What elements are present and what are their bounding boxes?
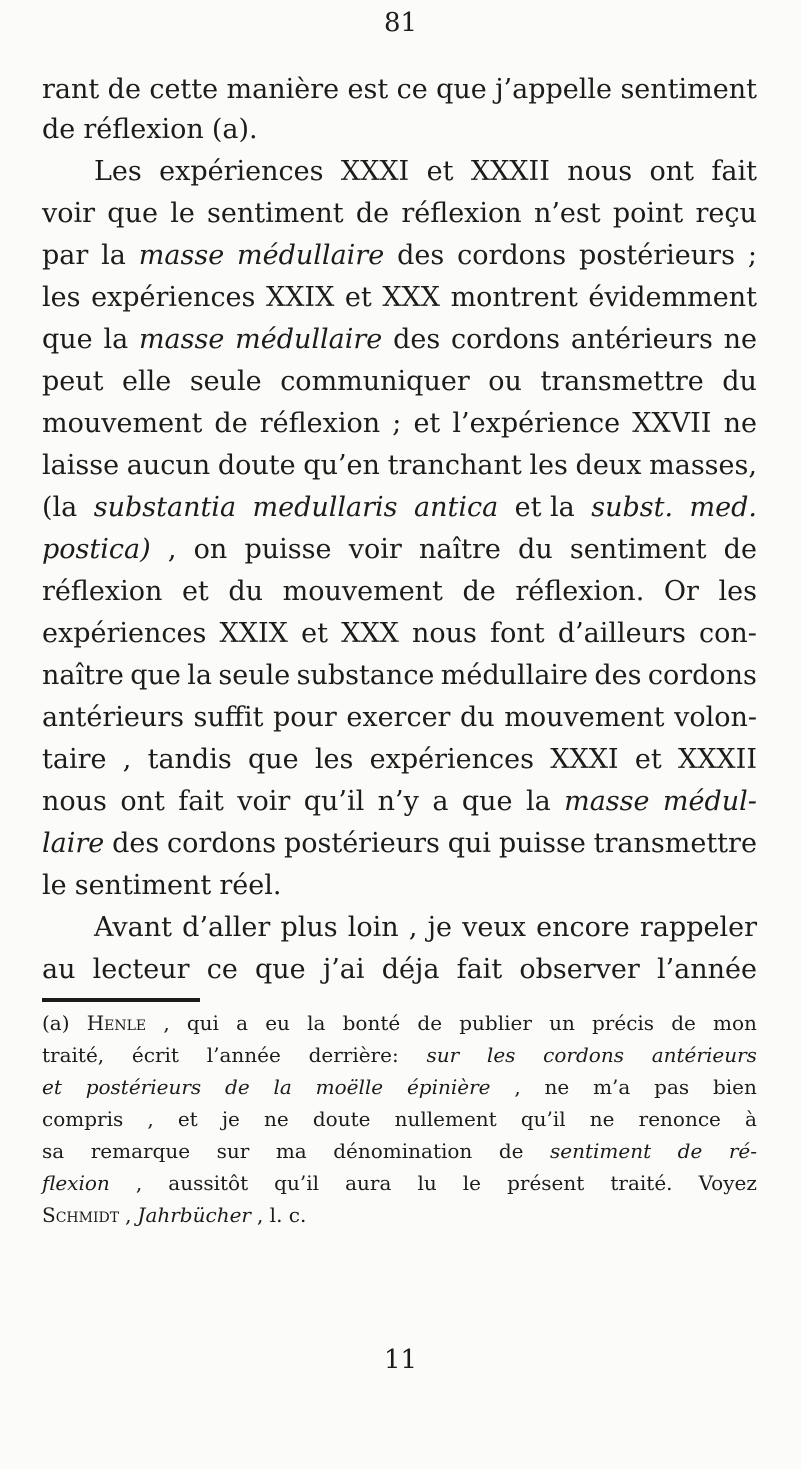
text-line: voir que le sentiment de réflexion n’est point reçu [42,198,757,229]
text-line: laire des cordons postérieurs qui puisse transmettre [42,828,757,859]
footnote-rule [42,998,200,1002]
text-line: laisse aucun doute qu’en tranchant les deux masses, [42,450,757,481]
text-line: au lecteur ce que j’ai déja fait observer l’année [42,954,757,985]
text-line: (la substantia medullaris antica et la subst. med. [42,492,757,523]
text-line: réflexion et du mouvement de réflexion. Or les [42,576,757,607]
text-line: le sentiment réel. [42,870,282,901]
text-line: les expériences XXIX et XXX montrent évidemment [42,282,757,313]
text-line: antérieurs suffit pour exercer du mouvement volon- [42,702,757,733]
footnote-line: sa remarque sur ma dénomination de sentiment de ré- [42,1139,757,1163]
footnote-line: et postérieurs de la moëlle épinière , ne m’a pas bien [42,1075,757,1099]
text-line: mouvement de réflexion ; et l’expérience XXVII ne [42,408,757,439]
text-line: postica) , on puisse voir naître du sentiment de [42,534,757,565]
text-line: par la masse médullaire des cordons postérieurs ; [42,240,757,271]
footnote-line: traité, écrit l’année derrière: sur les cordons antérieurs [42,1043,757,1067]
text-line: expériences XXIX et XXX nous font d’ailleurs con- [42,618,757,649]
text-line: que la masse médullaire des cordons antérieurs ne [42,324,757,355]
text-line: rant de cette manière est ce que j’appelle sentiment [42,74,757,105]
footnote-line: flexion , aussitôt qu’il aura lu le présent traité. Voyez [42,1171,757,1195]
text-line: taire , tandis que les expériences XXXI et XXXII [42,744,757,775]
text-line: Avant d’aller plus loin , je veux encore rappeler [94,912,757,943]
text-line: de réflexion (a). [42,114,258,145]
footnote-line: Schmidt , Jahrbücher , l. c. [42,1203,307,1227]
text-line: Les expériences XXXI et XXXII nous ont fait [94,156,757,187]
footnote-line: (a) Henle , qui a eu la bonté de publier un précis de mon [42,1011,757,1035]
text-line: nous ont fait voir qu’il n’y a que la masse médul- [42,786,757,817]
signature-mark: 11 [383,1345,418,1375]
text-line: peut elle seule communiquer ou transmettre du [42,366,757,397]
footnote-line: compris , et je ne doute nullement qu’il ne renonce à [42,1107,757,1131]
text-line: naître que la seule substance médullaire des cordons [42,660,757,691]
page-number: 81 [383,8,418,38]
